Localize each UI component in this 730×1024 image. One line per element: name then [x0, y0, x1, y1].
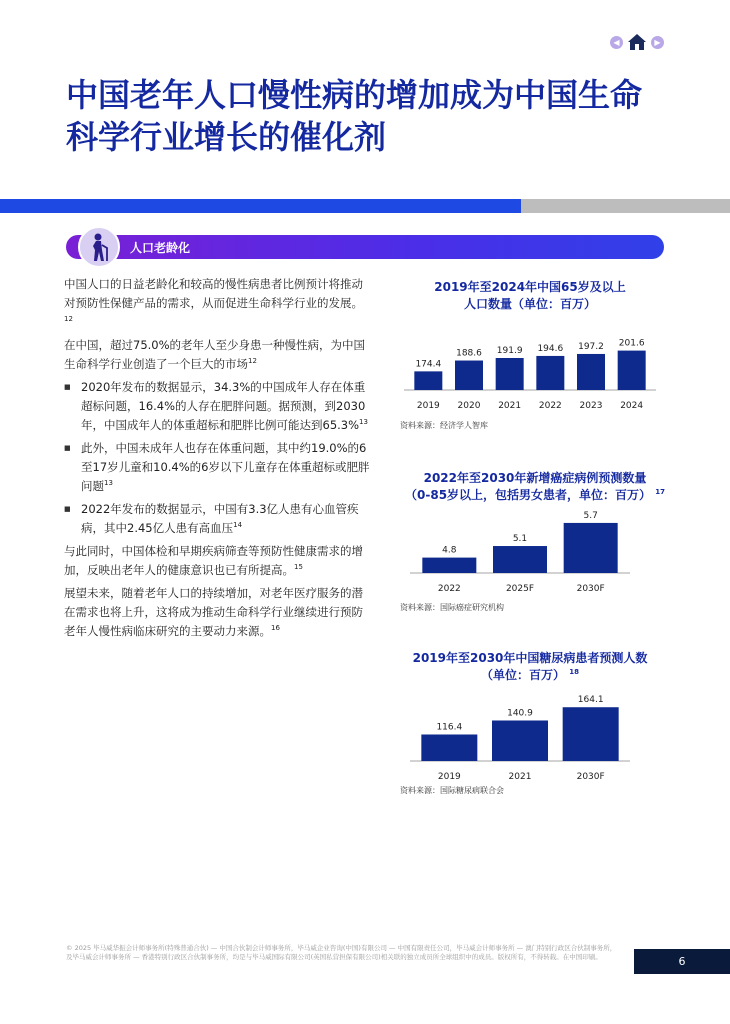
page-navigation	[610, 33, 664, 51]
header-band-gray	[521, 199, 730, 213]
body-text-column	[64, 275, 370, 645]
tick-label: 2024	[620, 401, 644, 411]
tick-label: 2019	[437, 772, 461, 782]
tick-label: 2023	[579, 401, 603, 411]
tick-label: 2021	[498, 401, 522, 411]
page-title: 中国老年人口慢性病的增加成为中国生命科学行业增长的催化剂	[66, 76, 643, 156]
footnote-ref: 15	[294, 563, 303, 572]
paragraph: 在中国，超过75.0%的老年人至少身患一种慢性病，为中国生命科学行业创造了一个巨大的市场$^{12}$	[64, 338, 366, 371]
bar	[422, 558, 476, 573]
bar	[496, 358, 524, 390]
chart-title: 2022年至2030年新增癌症病例预测数量 （0-85岁以上，包括男女患者，单位：百万） $^{17}$	[405, 471, 665, 502]
footnote-ref: 16	[271, 624, 280, 633]
footnote-ref: 12	[64, 315, 73, 324]
data-label: 188.6	[456, 348, 482, 359]
tick-label: 2019	[416, 401, 440, 411]
bar-chart-diabetes-patients	[400, 685, 660, 783]
tick-label: 2030F	[576, 584, 605, 594]
tick-label: 2021	[508, 772, 532, 782]
bar-chart-elderly-population	[400, 330, 660, 412]
data-label: 164.1	[577, 695, 604, 706]
elderly-person-icon	[78, 226, 120, 268]
tick-label: 2022	[437, 584, 461, 594]
bar	[564, 523, 618, 573]
footnote-ref: 18	[569, 668, 579, 676]
data-label: 4.8	[442, 545, 457, 556]
header-band-blue	[0, 199, 521, 213]
footnote-ref: 14	[233, 521, 243, 530]
footnote-ref: 17	[655, 488, 665, 496]
bar	[492, 720, 548, 761]
chevron-left-icon[interactable]: ◀	[610, 36, 623, 49]
footnote-ref: 12	[248, 357, 257, 366]
bar-chart-cancer-cases	[400, 505, 660, 595]
chart-source: 资料来源：国际癌症研究机构	[400, 603, 504, 612]
chart-title: 2019年至2030年中国糖尿病患者预测人数 （单位：百万） $^{18}$	[412, 651, 648, 682]
list-item: ■ 2020年发布的数据显示，34.3%的中国成年人存在体重超标问题，16.4%的人存在肥胖问题。据预测，到2030年，中国成年人的体重超标和肥胖比例可能达到65.3%$^{13}$	[64, 378, 370, 435]
data-label: 197.2	[578, 341, 604, 352]
bar	[618, 351, 646, 390]
data-label: 191.9	[496, 346, 523, 357]
tick-label: 2022	[538, 401, 562, 411]
data-label: 140.9	[507, 708, 533, 719]
paragraph: 中国人口的日益老龄化和较高的慢性病患者比例预计将推动对预防性保健产品的需求，从而促进生命科学行业的发展。$^{12}$	[64, 277, 363, 324]
tick-label: 2030F	[576, 772, 605, 782]
bar	[493, 546, 547, 573]
bar	[563, 707, 619, 761]
home-icon[interactable]	[627, 33, 647, 51]
paragraph: 展望未来，随着老年人口的持续增加，对老年医疗服务的潜在需求也将上升，这将成为推动生命科学行业继续进行预防老年人慢性病临床研究的主要动力来源。$^{16}$	[64, 586, 363, 638]
chart-source: 资料来源：国际糖尿病联合会	[400, 786, 504, 795]
list-item: ■ 此外，中国未成年人也存在体重问题，其中约19.0%的6至17岁儿童和10.4%的6岁以下儿童存在体重超标或肥胖问题$^{13}$	[64, 439, 370, 496]
bar	[414, 371, 442, 390]
list-item: ■ 2022年发布的数据显示，中国有3.3亿人患有心血管疾病，其中2.45亿人患有高血压$^{14}$	[64, 500, 370, 538]
chevron-right-icon[interactable]: ▶	[651, 36, 664, 49]
chart-title: 2019年至2024年中国65岁及以上 人口数量（单位：百万）	[434, 280, 626, 311]
bar	[421, 734, 477, 761]
bullet-list	[64, 378, 370, 538]
data-label: 201.6	[618, 338, 645, 349]
data-label: 194.6	[537, 343, 564, 354]
data-label: 116.4	[436, 722, 463, 733]
section-title: 人口老龄化	[130, 241, 191, 255]
page-number: 6	[634, 949, 730, 974]
paragraph: 与此同时，中国体检和早期疾病筛查等预防性健康需求的增加，反映出老年人的健康意识也已有所提高。$^{15}$	[64, 544, 363, 577]
bar	[577, 354, 605, 390]
footnote-ref: 13	[104, 479, 113, 488]
data-label: 174.4	[415, 359, 442, 370]
bar	[455, 361, 483, 390]
footnote-ref: 13	[359, 418, 368, 427]
data-label: 5.7	[583, 510, 598, 521]
tick-label: 2020	[457, 401, 481, 411]
tick-label: 2025F	[505, 584, 535, 594]
data-label: 5.1	[512, 534, 528, 545]
chart-source: 资料来源：经济学人智库	[400, 421, 488, 430]
footer-legal: © 2025 毕马威华振会计师事务所(特殊普通合伙) — 中国合伙制会计师事务所，毕马威企业咨询(中国)有限公司 — 中国有限责任公司，毕马威会计师事务所 — 澳门特别行政区合伙制事务所，及毕马威会计师事务所 — 香港特别行政区合伙制事务所，均是与毕马威国际有限公司(英国私营担保有限公司)相关联的独立成员所全球组织中的成员。版权所有，不得转载。在中国印刷。	[66, 944, 617, 961]
bar	[536, 356, 564, 390]
